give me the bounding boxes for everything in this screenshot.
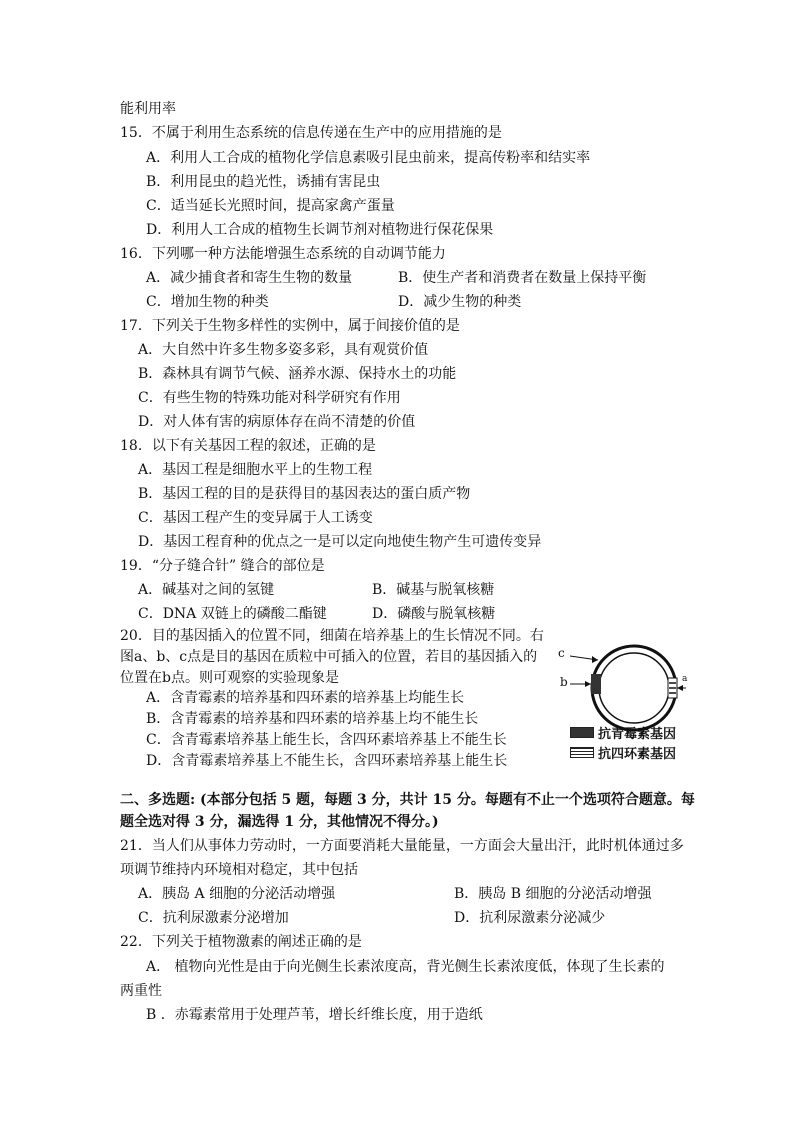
label-c: c — [558, 646, 565, 660]
q20-option-a: A．含青霉素的培养基和四环素的培养基上均能生长 — [146, 690, 465, 706]
q21-option-d: D．抗利尿激素分泌减少 — [454, 910, 606, 926]
q15-option-c: C．适当延长光照时间，提高家禽产蛋量 — [146, 198, 395, 214]
q17-option-c: C．有些生物的特殊功能对科学研究有作用 — [138, 390, 401, 406]
continued-text: 能利用率 — [120, 101, 176, 117]
q19-stem: 19．“分子缝合针” 缝合的部位是 — [120, 558, 325, 574]
q18-option-c: C．基因工程产生的变异属于人工诱变 — [138, 510, 373, 526]
q21-stem-line1: 21．当人们从事体力劳动时，一方面要消耗大量能量，一方面会大量出汗，此时机体通过多 — [120, 838, 684, 854]
q21-option-c: C．抗利尿激素分泌增加 — [138, 910, 289, 926]
q15-option-d: D．利用人工合成的植物生长调节剂对植物进行保花保果 — [146, 222, 494, 238]
plasmid-inner-ring — [599, 653, 669, 723]
legend-tetracycline-gene: 抗四环素基因 — [598, 747, 677, 762]
penicillin-resistance-gene-block — [591, 674, 601, 694]
label-b: b — [560, 675, 568, 689]
q17-stem: 17．下列关于生物多样性的实例中，属于间接价值的是 — [120, 318, 460, 334]
q16-option-a: A．减少捕食者和寄生生物的数量 — [146, 270, 353, 286]
q19-option-c: C．DNA 双链上的磷酸二酯键 — [138, 606, 327, 622]
q18-option-d: D．基因工程育种的优点之一是可以定向地使生物产生可遗传变异 — [138, 534, 542, 550]
q16-option-b: B．使生产者和消费者在数量上保持平衡 — [398, 270, 647, 286]
q18-option-a: A．基因工程是细胞水平上的生物工程 — [138, 462, 373, 478]
q20-stem-line1: 20．目的基因插入的位置不同，细菌在培养基上的生长情况不同。右 — [120, 628, 544, 644]
q17-option-d: D．对人体有害的病原体存在尚不清楚的价值 — [138, 414, 416, 430]
q21-option-a: A．胰岛 A 细胞的分泌活动增强 — [138, 886, 336, 902]
q20-option-c: C．含青霉素培养基上能生长，含四环素培养基上不能生长 — [146, 732, 507, 748]
q20-option-d: D．含青霉素培养基上不能生长，含四环素培养基上能生长 — [146, 753, 508, 769]
q22-option-b: B ．赤霉素常用于处理芦苇，增长纤维长度，用于造纸 — [146, 1007, 483, 1023]
q22-option-a-line2: 两重性 — [120, 983, 162, 999]
section2-heading-line1: 二、多选题: (本部分包括 5 题，每题 3 分，共计 15 分。每题有不止一个选项符合题意。每 — [120, 792, 695, 808]
q18-stem: 18．以下有关基因工程的叙述，正确的是 — [120, 438, 376, 454]
q16-stem: 16．下列哪一种方法能增强生态系统的自动调节能力 — [120, 246, 446, 262]
q15-option-b: B．利用昆虫的趋光性，诱捕有害昆虫 — [146, 174, 381, 190]
q20-stem-line2: 图a、b、c点是目的基因在质粒中可插入的位置，若目的基因插入的 — [120, 649, 538, 665]
q15-option-a: A．利用人工合成的植物化学信息素吸引昆虫前来，提高传粉率和结实率 — [146, 150, 591, 166]
q20-stem-line3: 位置在b点。则可观察的实验现象是 — [120, 670, 339, 686]
q17-option-a: A．大自然中许多生物多姿多彩，具有观赏价值 — [138, 342, 429, 358]
legend-penicillin-gene: 抗青霉素基因 — [598, 727, 677, 742]
q16-option-c: C．增加生物的种类 — [146, 294, 269, 310]
q22-stem: 22．下列关于植物激素的阐述正确的是 — [120, 934, 362, 950]
q19-option-a: A．碱基对之间的氢键 — [138, 582, 275, 598]
q19-option-d: D．磷酸与脱氧核糖 — [372, 606, 496, 622]
q21-option-b: B．胰岛 B 细胞的分泌活动增强 — [454, 886, 652, 902]
q18-option-b: B．基因工程的目的是获得目的基因表达的蛋白质产物 — [138, 486, 471, 502]
q17-option-b: B．森林具有调节气候、涵养水源、保持水土的功能 — [138, 366, 457, 382]
q16-option-d: D．减少生物的种类 — [398, 294, 522, 310]
q20-option-b: B．含青霉素的培养基和四环素的培养基上均不能生长 — [146, 711, 479, 727]
q22-option-a-line1: A． 植物向光性是由于向光侧生长素浓度高，背光侧生长素浓度低，体现了生长素的 — [146, 959, 665, 975]
section2-heading-line2: 题全选对得 3 分，漏选得 1 分，其他情况不得分。) — [120, 814, 439, 830]
label-a: a — [682, 674, 688, 684]
legend-swatch-tetracycline — [570, 747, 594, 758]
q15-stem: 15．不属于利用生态系统的信息传递在生产中的应用措施的是 — [120, 125, 502, 141]
legend-swatch-penicillin — [570, 727, 594, 738]
q21-stem-line2: 项调节维持内环境相对稳定，其中包括 — [120, 862, 358, 878]
q19-option-b: B．碱基与脱氧核糖 — [372, 582, 495, 598]
plasmid-outer-ring — [592, 646, 676, 730]
